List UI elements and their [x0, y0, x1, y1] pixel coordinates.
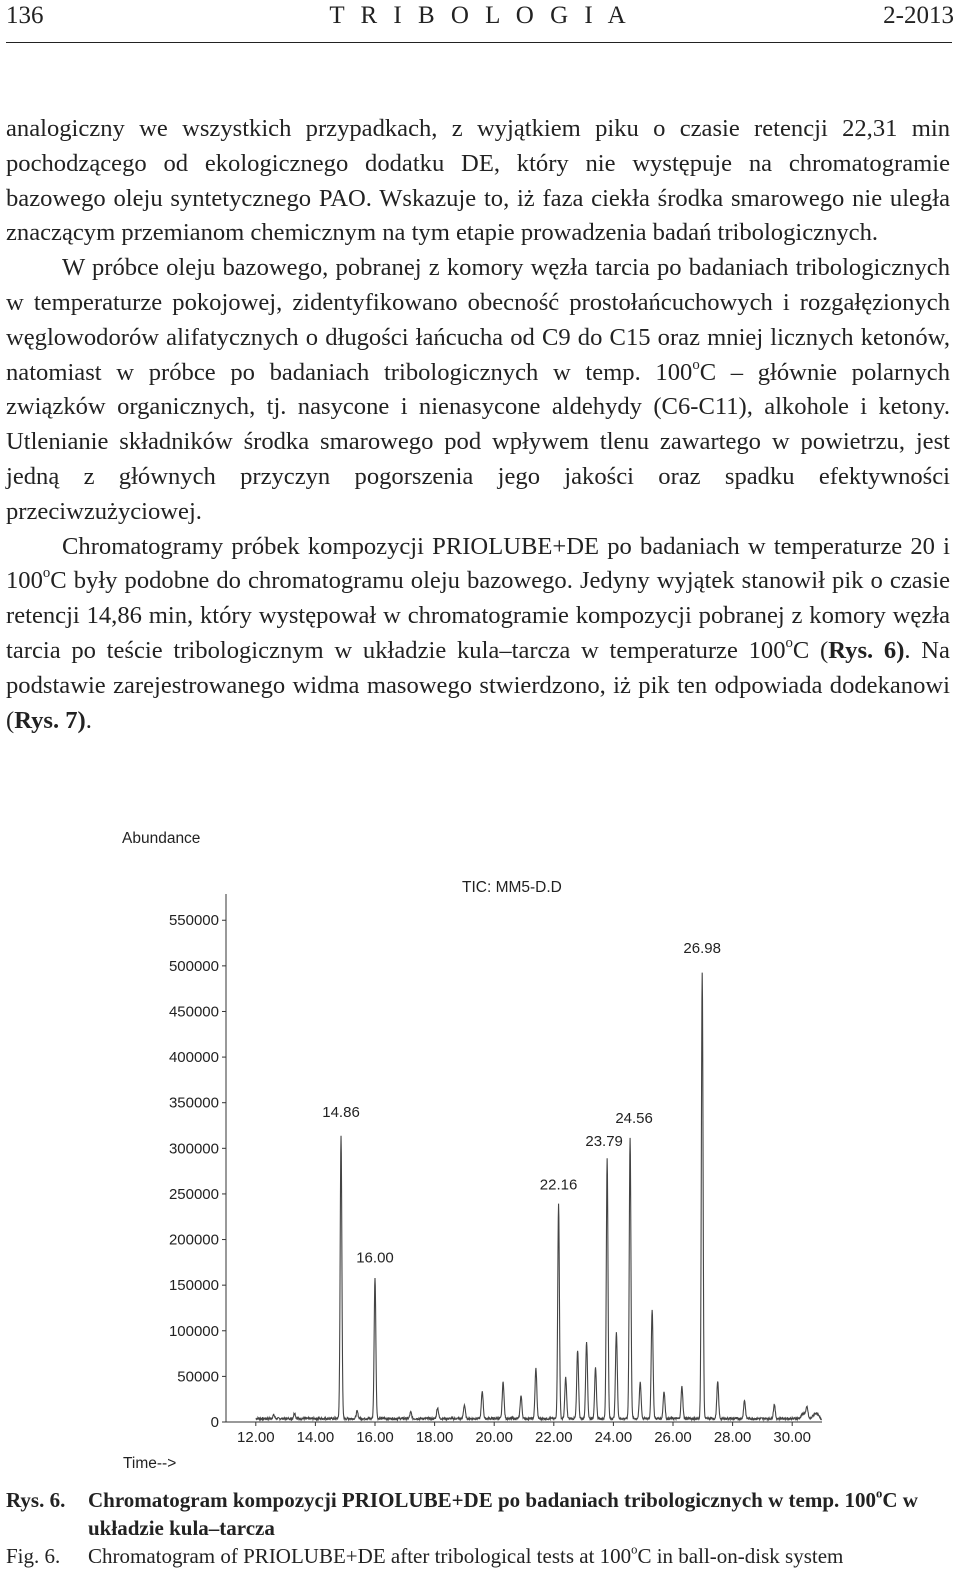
x-tick-label: 16.00	[356, 1429, 394, 1446]
paragraph-3-text-a: Chromatogramy próbek kompozycji PRIOLUBE+DE po badaniach w temperaturze 20 i 100	[6, 532, 950, 595]
x-tick-label: 30.00	[773, 1429, 811, 1446]
caption-polish	[6, 1486, 950, 1542]
chart-title: TIC: MM5-D.D	[462, 879, 562, 896]
y-tick-label: 300000	[168, 1140, 219, 1158]
y-tick-label: 200000	[168, 1231, 219, 1249]
chromatogram-figure	[110, 822, 830, 1482]
caption-polish-label: Rys. 6.	[6, 1488, 66, 1512]
degree-superscript: o	[876, 1486, 883, 1501]
x-tick-label: 24.00	[594, 1429, 633, 1446]
paragraph-3	[6, 530, 950, 739]
degree-superscript: o	[631, 1542, 638, 1557]
caption-english-text-a: Chromatogram of PRIOLUBE+DE after tribological tests at 100	[88, 1544, 632, 1568]
degree-superscript: o	[42, 565, 51, 582]
peak-label: 24.56	[615, 1110, 653, 1128]
x-tick-label: 22.00	[535, 1429, 573, 1446]
paragraph-2	[6, 251, 950, 529]
chart-ticks	[169, 912, 811, 1446]
y-tick-label: 100000	[168, 1322, 219, 1340]
y-tick-label: 150000	[168, 1277, 219, 1295]
y-tick-label: 550000	[168, 912, 219, 930]
peak-label: 23.79	[585, 1133, 623, 1150]
x-tick-label: 18.00	[415, 1429, 454, 1446]
y-tick-label: 250000	[168, 1185, 219, 1203]
caption-polish-text-a: Chromatogram kompozycji PRIOLUBE+DE po badaniach tribologicznych w temp. 100	[88, 1488, 877, 1512]
y-tick-label: 50000	[177, 1368, 219, 1386]
paragraph-3-text-d: . Na podstawie zarejestrowanego widma masowego stwierdzono, iż pik ten odpowiada dodekanowi (	[6, 636, 950, 734]
y-tick-label: 350000	[168, 1094, 219, 1112]
paragraph-3-text-c: C (	[792, 636, 829, 664]
peak-label: 26.98	[683, 939, 721, 957]
header-rule	[6, 42, 952, 43]
caption-english-label: Fig. 6.	[6, 1544, 61, 1568]
chart-trace	[256, 973, 822, 1420]
figure-reference-7: Rys. 7)	[14, 706, 86, 734]
caption-english	[6, 1542, 950, 1570]
y-axis-title: Abundance	[122, 830, 201, 847]
paragraph-2-text-a: W próbce oleju bazowego, pobranej z komory węzła tarcia po badaniach tribologicznych w temperaturze pokojowej, zidentyfikowano obecność prostołańcuchowych i rozgałęzionych węglowodorów alifatycznych o długości łańcucha od C9 do C15 oraz mniej licznych ketonów, natomiast w próbce po badaniach tribologicznych w temp. 100	[6, 254, 950, 386]
chart-axes	[226, 894, 822, 1422]
issue-number: 2-2013	[883, 2, 954, 29]
y-tick-label: 0	[210, 1414, 219, 1431]
caption-polish-text-b: C w układzie kula–tarcza	[88, 1488, 918, 1540]
x-tick-label: 26.00	[654, 1429, 692, 1446]
peak-label: 22.16	[539, 1176, 578, 1194]
peak-label: 16.00	[356, 1249, 394, 1267]
figure-reference-6: Rys. 6)	[828, 636, 905, 664]
degree-superscript: o	[692, 356, 700, 373]
peak-label: 14.86	[322, 1104, 360, 1122]
tic-trace-line	[256, 973, 822, 1420]
x-tick-label: 20.00	[475, 1429, 513, 1446]
y-tick-label: 400000	[168, 1049, 219, 1067]
paragraph-3-text-e: .	[85, 706, 92, 734]
paragraph-1	[6, 112, 950, 251]
figure-caption	[6, 1486, 950, 1570]
page-number: 136	[6, 2, 44, 29]
running-header	[6, 0, 954, 36]
journal-title: T R I B O L O G I A	[329, 2, 631, 29]
paragraph-1-text: analogiczny we wszystkich przypadkach, z wyjątkiem piku o czasie retencji 22,31 min pochodzącego od ekologicznego dodatku DE, który nie występuje na chromatogramie bazowego oleju syntetycznego PAO. Wskazuje to, iż faza ciekła środka smarowego nie uległa znaczącym przemianom chemicznym na tym etapie prowadzenia badań tribologicznych.	[6, 115, 950, 247]
x-tick-label: 12.00	[237, 1429, 275, 1446]
x-tick-label: 14.00	[296, 1429, 335, 1446]
paragraph-3-text-b: C były podobne do chromatogramu oleju bazowego. Jedyny wyjątek stanowił pik o czasie retencji 14,86 min, który występował w chromatogramie kompozycji pobranej z komory węzła tarcia po teście tribologicznym w układzie kula–tarcza w temperaturze 100	[6, 567, 950, 664]
paragraph-2-text-b: C – głównie polarnych związków organicznych, tj. nasycone i nienasycone aldehydy (C6-C11), alkohole i ketony. Utlenianie składników środka smarowego pod wpływem tlenu zawartego w powietrzu, jest jedną z głównych przyczyn pogorszenia jego jakości oraz spadku efektywności przeciwzużyciowej.	[6, 358, 951, 525]
x-axis-title: Time-->	[123, 1455, 177, 1472]
x-tick-label: 28.00	[713, 1429, 752, 1446]
caption-english-text-b: C in ball-on-disk system	[637, 1544, 844, 1568]
chromatogram-chart	[110, 822, 830, 1482]
degree-superscript: o	[785, 634, 793, 651]
y-tick-label: 500000	[168, 957, 219, 975]
y-tick-label: 450000	[168, 1003, 219, 1021]
body-text	[6, 112, 950, 738]
peak-labels	[322, 940, 721, 1267]
